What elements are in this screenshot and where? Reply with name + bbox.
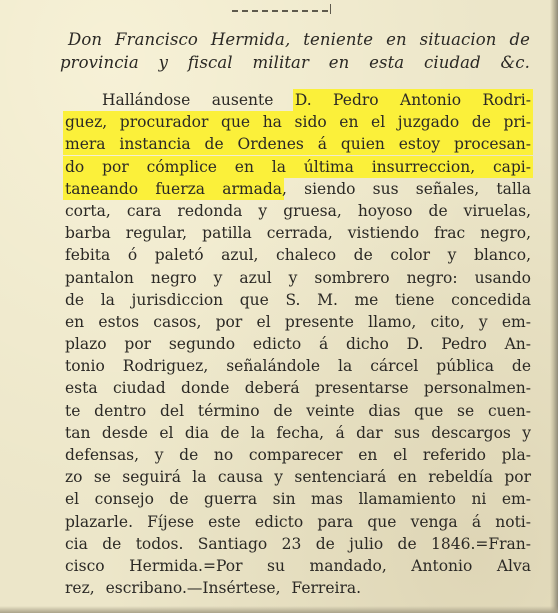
line-text: tonio Rodriguez, señalándole la cárcel pública de: [65, 357, 531, 376]
highlighted-text: do por cómplice en la última insurreccion, capi-: [65, 157, 531, 176]
text-line: [65, 267, 531, 289]
text-line: [65, 533, 531, 555]
line-text: Hallándose ausente: [102, 91, 295, 109]
line-text: pantalon negro y azul y sombrero negro: usando: [65, 268, 531, 287]
text-line: [65, 377, 531, 399]
text-line: [65, 244, 531, 266]
top-divider: [232, 10, 328, 12]
heading-line-2: provincia y fiscal militar en esta ciudad &c.: [60, 53, 530, 72]
page-edge-shadow: [550, 0, 558, 613]
line-text: plazarle. Fíjese este edicto para que venga á noti-: [65, 512, 531, 531]
text-line: [65, 311, 531, 333]
line-text: tan desde el dia de la fecha, á dar sus descargos y: [65, 423, 531, 442]
text-line: [65, 200, 531, 222]
text-line: [65, 488, 531, 510]
text-line: [65, 156, 531, 178]
heading-line-1: Don Francisco Hermida, teniente en situacion de: [68, 30, 530, 49]
line-text: , siendo sus señales, talla: [282, 179, 531, 198]
text-line: [65, 355, 531, 377]
line-text: rez, escribano.—Insértese, Ferreira.: [65, 579, 362, 598]
line-text: cisco Hermida.=Por su mandado, Antonio Alva: [65, 556, 531, 575]
text-line: [65, 444, 531, 466]
text-line: [65, 133, 531, 155]
text-line: [65, 333, 531, 355]
line-text: el consejo de guerra sin mas llamamiento ni em-: [65, 490, 531, 509]
text-line: [65, 222, 531, 244]
line-text: en estos casos, por el presente llamo, cito, y em-: [65, 312, 531, 331]
line-text: plazo por segundo edicto á dicho D. Pedro An-: [65, 335, 531, 354]
line-text: barba regular, patilla cerrada, vistiendo frac negro,: [65, 224, 531, 243]
page-bottom-shadow: [0, 606, 558, 613]
text-line: [65, 466, 531, 488]
text-line: [65, 111, 531, 133]
line-text: te dentro del término de veinte dias que se cuen-: [65, 401, 531, 420]
text-line: [65, 422, 531, 444]
line-text: cia de todos. Santiago 23 de julio de 1846.=Fran-: [65, 534, 531, 553]
line-text: esta ciudad donde deberá presentarse personalmen-: [65, 379, 531, 398]
highlighted-text: mera instancia de Ordenes á quien estoy procesan-: [65, 135, 531, 154]
text-line: [65, 511, 531, 533]
line-text: de la jurisdiccion que S. M. me tiene concedida: [65, 290, 531, 309]
highlighted-text: taneando fuerza armada: [65, 179, 282, 198]
line-text: defensas, y de no comparecer en el referido pla-: [65, 446, 531, 464]
highlighted-text: guez, procurador que ha sido en el juzgado de pri-: [65, 113, 531, 132]
text-line: [65, 178, 531, 200]
text-line: [65, 555, 531, 577]
text-line: [65, 289, 531, 311]
text-line: [65, 89, 531, 111]
line-text: corta, cara redonda y gruesa, hoyoso de viruelas,: [65, 201, 531, 220]
line-text: febita ó paletó azul, chaleco de color y blanco,: [65, 246, 531, 265]
text-line: [65, 400, 531, 422]
edict-heading: [60, 28, 530, 74]
line-text: zo se seguirá la causa y sentenciará en rebeldía por: [65, 468, 531, 487]
top-divider-tick: [330, 4, 331, 14]
highlighted-text: D. Pedro Antonio Rodri-: [294, 91, 531, 109]
edict-body: [65, 89, 531, 599]
text-line: [65, 577, 531, 599]
